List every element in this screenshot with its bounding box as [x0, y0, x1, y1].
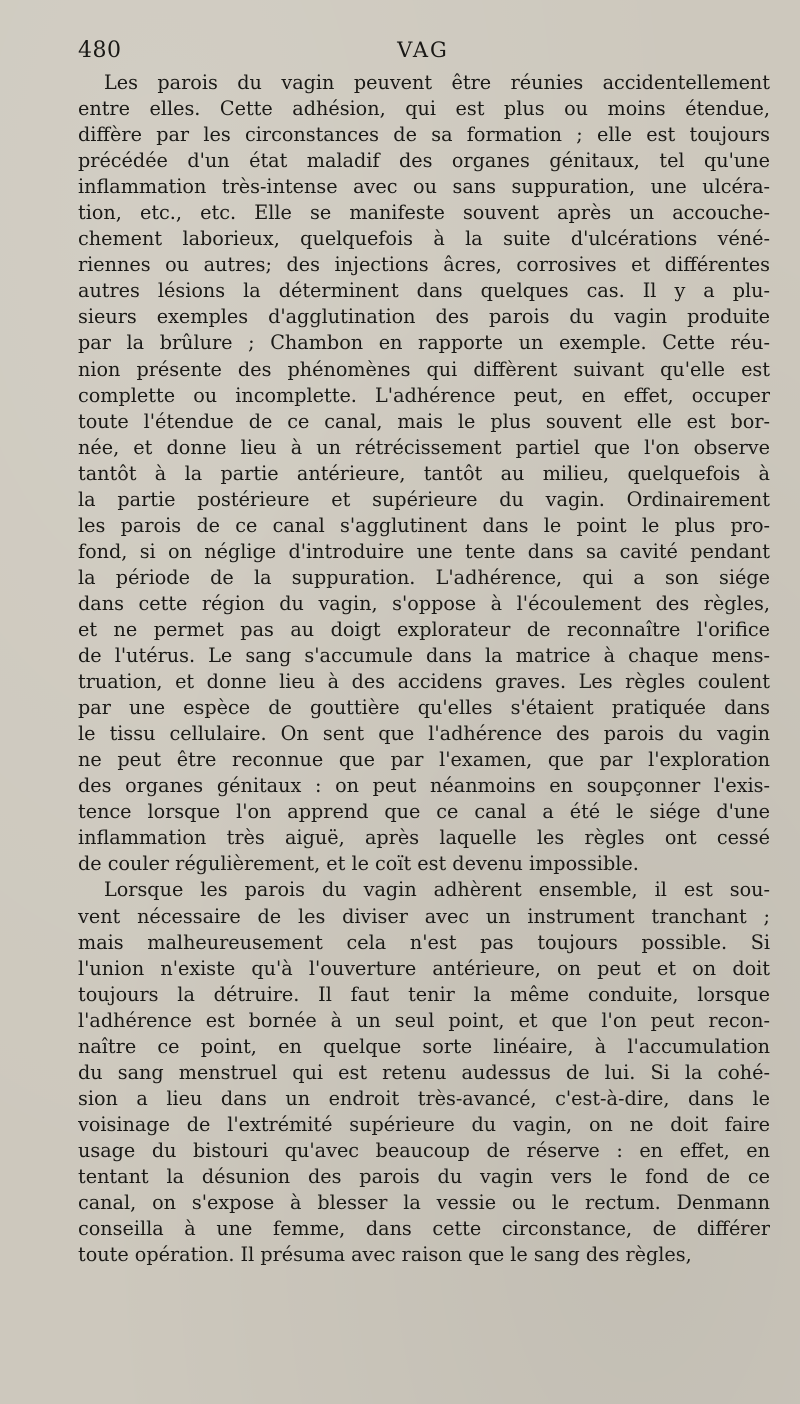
text-line: canal, on s'expose à blesser la vessie ou le rectum. Denmann — [78, 1191, 770, 1215]
text-line: riennes ou autres; des injections âcres, corrosives et différentes — [78, 253, 770, 277]
text-line: mais malheureusement cela n'est pas toujours possible. Si — [78, 930, 770, 954]
text-line: diffère par les circonstances de sa formation ; elle est toujours — [78, 123, 770, 147]
text-line: Lorsque les parois du vagin adhèrent ensemble, il est sou- — [104, 878, 770, 902]
body-text — [78, 70, 770, 1268]
text-line: dans cette région du vagin, s'oppose à l'écoulement des règles, — [78, 591, 770, 615]
text-line: tentant la désunion des parois du vagin vers le fond de ce — [78, 1164, 770, 1188]
text-line: autres lésions la déterminent dans quelques cas. Il y a plu- — [78, 279, 770, 303]
text-line: vent nécessaire de les diviser avec un instrument tranchant ; — [78, 904, 770, 928]
text-line: l'adhérence est bornée à un seul point, et que l'on peut recon- — [78, 1008, 770, 1032]
text-line: de couler régulièrement, et le coït est devenu impossible. — [78, 852, 639, 876]
text-line: chement laborieux, quelquefois à la suite d'ulcérations véné- — [78, 227, 770, 251]
text-line: Les parois du vagin peuvent être réunies accidentellement — [104, 71, 770, 94]
text-line: les parois de ce canal s'agglutinent dans le point le plus pro- — [78, 513, 770, 537]
text-line: inflammation très aiguë, après laquelle les règles ont cessé — [78, 826, 770, 850]
text-line: du sang menstruel qui est retenu audessus de lui. Si la cohé- — [78, 1060, 770, 1084]
text-line: sion a lieu dans un endroit très-avancé, c'est-à-dire, dans le — [78, 1086, 770, 1110]
running-head-title: VAG — [397, 38, 449, 62]
paragraph — [78, 70, 770, 877]
text-line: toute l'étendue de ce canal, mais le plus souvent elle est bor- — [78, 409, 770, 433]
text-line: complette ou incomplette. L'adhérence peut, en effet, occuper — [78, 383, 770, 407]
paragraph — [78, 877, 770, 1268]
text-line: fond, si on néglige d'introduire une tente dans sa cavité pendant — [78, 539, 770, 563]
text-line: la partie postérieure et supérieure du vagin. Ordinairement — [78, 487, 770, 511]
text-line: tion, etc., etc. Elle se manifeste souvent après un accouche- — [78, 201, 770, 225]
text-line: ne peut être reconnue que par l'examen, que par l'exploration — [78, 748, 770, 772]
text-line: précédée d'un état maladif des organes génitaux, tel qu'une — [78, 149, 770, 173]
text-line: tantôt à la partie antérieure, tantôt au milieu, quelquefois à — [78, 461, 770, 485]
text-line: le tissu cellulaire. On sent que l'adhérence des parois du vagin — [78, 722, 770, 746]
text-line: truation, et donne lieu à des accidens graves. Les règles coulent — [78, 670, 770, 694]
text-line: et ne permet pas au doigt explorateur de reconnaître l'orifice — [78, 617, 770, 641]
running-head — [78, 38, 768, 72]
text-line: usage du bistouri qu'avec beaucoup de réserve : en effet, en — [78, 1138, 770, 1162]
text-line: par la brûlure ; Chambon en rapporte un exemple. Cette réu- — [78, 331, 770, 355]
text-line: née, et donne lieu à un rétrécissement partiel que l'on observe — [78, 435, 770, 459]
text-line: conseilla à une femme, dans cette circonstance, de différer — [78, 1217, 770, 1241]
text-line: inflammation très-intense avec ou sans suppuration, une ulcéra- — [78, 175, 770, 199]
text-line: tence lorsque l'on apprend que ce canal a été le siége d'une — [78, 800, 770, 824]
text-line: par une espèce de gouttière qu'elles s'étaient pratiquée dans — [78, 696, 770, 720]
text-line: sieurs exemples d'agglutination des parois du vagin produite — [78, 305, 770, 329]
text-line: voisinage de l'extrémité supérieure du vagin, on ne doit faire — [78, 1112, 770, 1136]
text-line: entre elles. Cette adhésion, qui est plus ou moins étendue, — [78, 97, 770, 121]
text-line: nion présente des phénomènes qui diffèrent suivant qu'elle est — [78, 357, 770, 381]
text-line: toujours la détruire. Il faut tenir la même conduite, lorsque — [78, 982, 770, 1006]
text-line: l'union n'existe qu'à l'ouverture antérieure, on peut et on doit — [78, 956, 770, 980]
text-line: des organes génitaux : on peut néanmoins en soupçonner l'exis- — [78, 774, 770, 798]
text-line: toute opération. Il présuma avec raison que le sang des règles, — [78, 1243, 692, 1267]
text-line: de l'utérus. Le sang s'accumule dans la matrice à chaque mens- — [78, 644, 770, 668]
text-line: naître ce point, en quelque sorte linéaire, à l'accumulation — [78, 1034, 770, 1058]
page-number: 480 — [78, 38, 122, 63]
text-line: la période de la suppuration. L'adhérence, qui a son siége — [78, 565, 770, 589]
